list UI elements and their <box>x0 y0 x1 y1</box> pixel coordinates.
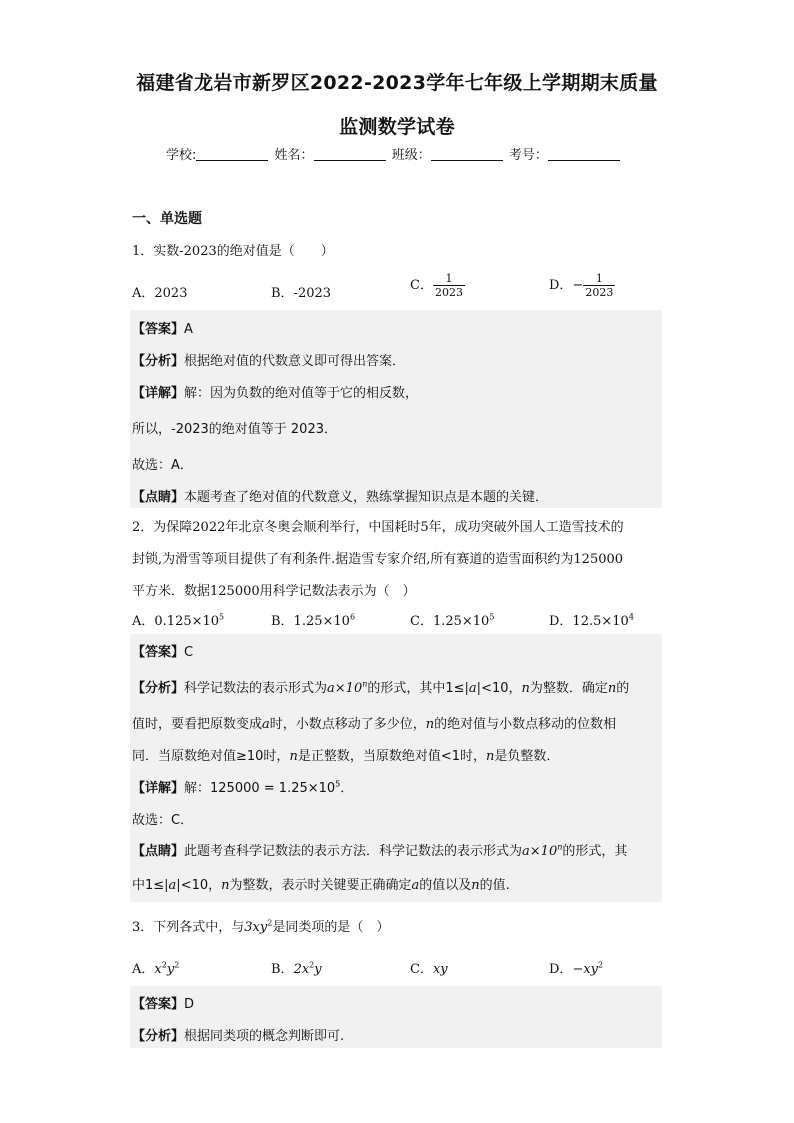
section-title: 一、单选题 <box>132 211 202 227</box>
q2-stem-line2: 封锁,为滑雪等项目提供了有利条件.据造雪专家介绍,所有赛道的造雪面积约为125000 <box>132 552 624 567</box>
name-label: 姓名： <box>274 148 314 163</box>
q3-analysis: 【分析】根据同类项的概念判断即可. <box>132 1029 345 1044</box>
q1-option-d-fraction <box>583 272 615 299</box>
q2-stem-line3: 平方米．数据125000用科学记数法表示为（ ） <box>132 584 416 599</box>
q1-option-c-prefix: C． <box>410 278 433 293</box>
q3-option-c: C．xy <box>410 962 448 977</box>
fraction-denominator: 2023 <box>585 286 614 299</box>
q2-choose: 故选：C． <box>132 813 194 828</box>
class-blank[interactable] <box>431 148 503 161</box>
q2-option-d: D．$12.5\times 10^4$ <box>549 612 634 629</box>
q2-analysis-line2: 值时，要看把原数变成a时，小数点移动了多少位，n的绝对值与小数点移动的位数相 <box>132 717 617 732</box>
q2-comment-line1: 【点睛】此题考查科学记数法的表示方法．科学记数法的表示形式为$a\times 10^n$的形式，其 <box>132 842 628 859</box>
q2-stem-line1: 2．为保障2022年北京冬奥会顺利举行，中国耗时5年，成功突破外国人工造雪技术的 <box>132 520 624 535</box>
q1-option-a: A．2023 <box>132 286 188 301</box>
school-blank[interactable] <box>196 148 268 161</box>
q3-answer: 【答案】D <box>132 997 195 1012</box>
q1-option-c-fraction <box>433 272 465 299</box>
q2-analysis-line3: 同．当原数绝对值≥10时，n是正整数，当原数绝对值<1时，n是负整数． <box>132 749 560 764</box>
q3-option-a: A．$x^2y^2$ <box>132 960 180 977</box>
q1-option-b: B．-2023 <box>271 286 332 301</box>
q2-option-b: B．$1.25\times 10^6$ <box>271 612 356 629</box>
q1-choose: 故选：A． <box>132 458 193 473</box>
q2-detail: 【详解】解：$125000 = 1.25\times 10^5$． <box>132 779 354 796</box>
id-label: 考号： <box>508 148 548 163</box>
q2-comment-line2: 中1≤|a|<10，n为整数，表示时关键要正确确定a的值以及n的值. <box>132 878 510 893</box>
q2-solution-box <box>130 634 662 902</box>
q1-solution-box <box>130 310 662 508</box>
exam-title-line1: 福建省龙岩市新罗区2022-2023学年七年级上学期期末质量 <box>136 72 658 94</box>
fraction-denominator: 2023 <box>434 286 463 299</box>
q1-answer: 【答案】A <box>132 322 193 337</box>
fraction-numerator: 1 <box>595 272 603 285</box>
q3-option-d: D．$-xy^2$ <box>549 960 604 977</box>
q2-option-c: C．$1.25\times 10^5$ <box>410 612 495 629</box>
fraction-numerator: 1 <box>445 272 453 285</box>
q1-stem: 1．实数-2023的绝对值是（ ） <box>132 244 334 259</box>
q1-option-c <box>410 272 465 299</box>
q3-stem: 3．下列各式中，与$3xy^2$是同类项的是（ ） <box>132 918 390 935</box>
exam-title-line2: 监测数学试卷 <box>339 116 455 138</box>
q1-option-d-prefix: D．− <box>549 278 584 293</box>
q1-comment: 【点睛】本题考查了绝对值的代数意义，熟练掌握知识点是本题的关键． <box>132 490 549 505</box>
student-info-line <box>166 144 622 163</box>
q1-detail: 【详解】解：因为负数的绝对值等于它的相反数， <box>132 386 419 401</box>
q2-option-a: A．$0.125\times 10^5$ <box>132 612 225 629</box>
q2-analysis-line1: 【分析】科学记数法的表示形式为$a\times 10^n$的形式，其中1≤|a|<10，n为整数．确定n的 <box>132 679 630 696</box>
q3-option-b: B．$2x^2y$ <box>271 960 322 977</box>
q1-analysis: 【分析】根据绝对值的代数意义即可得出答案． <box>132 354 406 369</box>
id-blank[interactable] <box>548 148 620 161</box>
name-blank[interactable] <box>314 148 386 161</box>
school-label: 学校: <box>166 148 197 163</box>
q2-answer: 【答案】C <box>132 645 194 660</box>
class-label: 班级： <box>391 148 431 163</box>
q1-detail-line2: 所以，-2023的绝对值等于 2023． <box>132 422 337 437</box>
q1-option-d <box>549 272 615 299</box>
